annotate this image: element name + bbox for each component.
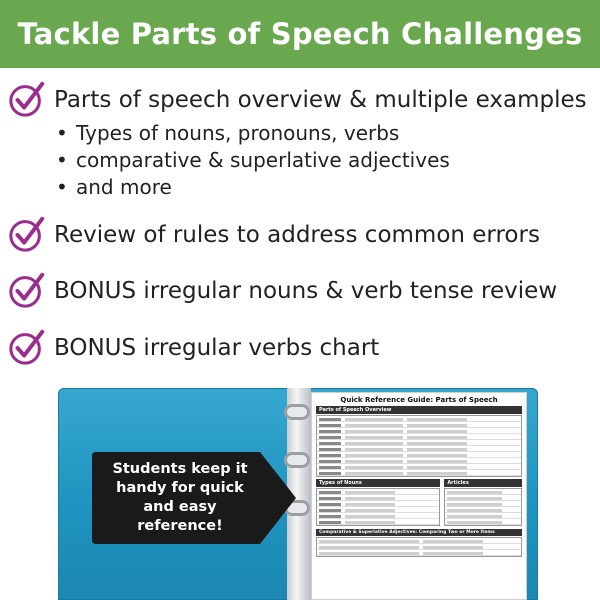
sheet-section-header: Articles [444,479,522,487]
sheet-table [316,488,440,526]
check-circle-icon [8,271,46,309]
callout-arrow [92,452,296,544]
sheet-columns [316,479,522,527]
page-title: Tackle Parts of Speech Challenges [17,17,583,51]
sub-item-nouns: • Types of nouns, pronouns, verbs [56,121,399,145]
sheet-table [316,537,522,557]
sub-item-more: • and more [56,175,172,199]
sheet-title: Quick Reference Guide: Parts of Speech [340,396,498,404]
reference-sheet [311,392,527,600]
title-banner [0,0,600,68]
check-circle-icon [8,328,46,366]
check-circle-icon [8,215,46,253]
sheet-section-header: Parts of Speech Overview [316,406,522,414]
sheet-section-header: Types of Nouns [316,479,440,487]
checklist-item-overview: Parts of speech overview & multiple examples [54,87,587,113]
binder-ring-icon [284,404,310,420]
sheet-section-header: Comparative & Superlative Adjectives: Comparing Two or More Items [316,529,522,536]
callout-text: Students keep it handy for quick and easy reference! [112,461,248,534]
check-circle-icon [8,80,46,118]
sub-item-adjectives: • comparative & superlative adjectives [56,148,450,172]
checklist-item-rules: Review of rules to address common errors [54,222,540,248]
sheet-table [316,415,522,477]
sheet-table [444,488,522,526]
checklist-item-irregular-verbs: BONUS irregular verbs chart [54,335,380,361]
checklist-item-irregular-nouns: BONUS irregular nouns & verb tense review [54,278,558,304]
